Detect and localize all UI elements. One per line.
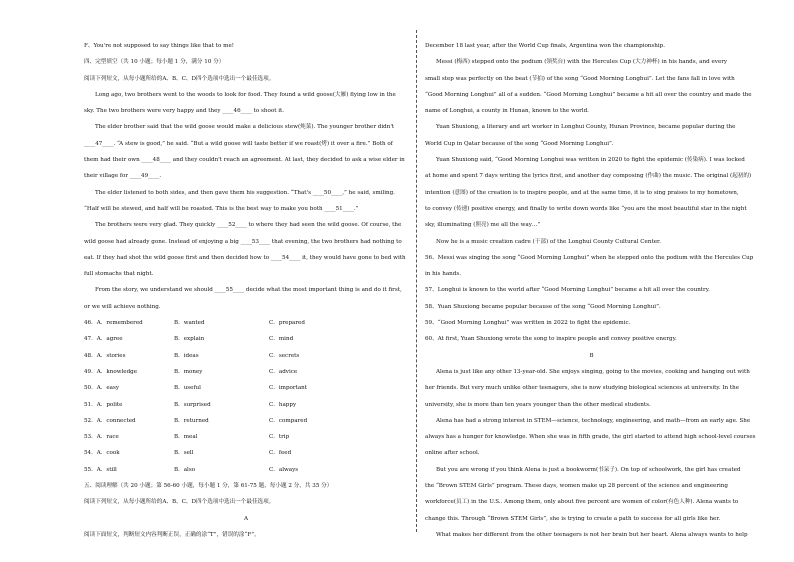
passage-line: workforce(员工) in the U.S.. Among them, only about five percent are women of color(有色人种). Alena wants to <box>425 499 739 506</box>
passage-line: their village for ____49____. <box>84 173 162 180</box>
instruction-line: 阅读下列短文，从每小题所给的A、B、C、D四个选项中选出一个最佳选项。 <box>84 499 275 506</box>
option-row <box>84 364 408 380</box>
question-line: in his hands. <box>425 271 461 278</box>
option-a: 46．A．remembered <box>84 320 143 327</box>
option-c: C．always <box>269 466 299 473</box>
option-a: 53．A．race <box>84 434 119 441</box>
option-a: 48．A．stories <box>84 352 126 359</box>
option-c: C．compared <box>269 417 308 424</box>
option-row <box>84 315 408 331</box>
passage-a-label: A <box>243 515 249 522</box>
option-b: B．explain <box>174 336 205 343</box>
option-row <box>84 445 408 461</box>
option-f-line: F、You're not supposed to say things like that to me! <box>84 43 235 49</box>
option-b: B．also <box>174 466 196 473</box>
question-line: 59、“Good Morning Longhui” was written in 2022 to fight the epidemic. <box>425 320 631 327</box>
instruction-line: 阅读下列短文，从每小题所给的A、B、C、D四个选项中选出一个最佳选项。 <box>84 75 275 82</box>
passage-line: But you are wrong if you think Alena is just a bookworm(书呆子). On top of schoolwork, the girl has created <box>436 466 741 473</box>
option-row <box>84 380 408 396</box>
option-c: C．important <box>269 385 308 392</box>
option-b: B．useful <box>174 385 201 392</box>
column-divider <box>416 30 417 532</box>
passage-line: World Cup in Qatar because of the song “Good Morning Longhui”. <box>425 140 614 147</box>
option-c: C．happy <box>269 401 297 408</box>
question-line: 58、Yuan Shuxiong became popular because of the song “Good Morning Longhui”. <box>425 303 661 310</box>
section-five-heading: 五、阅读理解（共 20 小题；第 56-60 小题，每小题 1 分，第 61-75 题，每小题 2 分，共 35 分） <box>84 483 333 490</box>
option-c: C．mind <box>269 336 294 343</box>
option-a: 47．A．agree <box>84 336 123 343</box>
passage-line: change this. Through “Brown STEM Girls”, she is trying to create a path to success for all girls like her. <box>425 515 721 522</box>
passage-line: sky, illuminating (照亮) me all the way…” <box>425 222 541 229</box>
passage-line: “Half will be stewed, and half will be roasted. This is the best way to make you both ____51____.” <box>84 205 359 212</box>
option-b: B．returned <box>174 417 209 424</box>
passage-line: university, she is more than ten years younger than the other medical students. <box>425 401 651 408</box>
passage-line: Alena has had a strong interest in STEM—science, technology, engineering, and math—from an early age. She <box>436 417 751 424</box>
option-a: 51．A．polite <box>84 401 123 408</box>
passage-b-label: B <box>589 352 594 359</box>
passage-line: name of Longhui, a county in Hunan, known to the world. <box>425 108 589 115</box>
passage-line: small step was perfectly on the beat (节拍) of the song “Good Morning Longhui”. Let the fans fall in love with <box>425 75 735 82</box>
passage-line: sky. The two brothers were very happy and they ____46____ to shoot it. <box>84 108 285 115</box>
option-c: C．advice <box>269 368 298 375</box>
passage-line: full stomachs that night. <box>84 271 154 278</box>
left-column <box>84 38 408 543</box>
passage-line: at home and spent 7 days writing the lyrics first, and another day composing (作曲) the music. The original (起初的) <box>425 173 752 180</box>
section-four-heading: 四、完型填空（共 10 小题；每小题 1 分，满分 10 分） <box>84 59 225 66</box>
passage-line: wild goose had already gone. Instead of enjoying a big ____53____ that evening, the two brothers had nothing to <box>84 238 402 245</box>
passage-line: eat. If they had shot the wild goose first and then decided how to ____54____ it, they would have gone to bed with <box>84 254 406 261</box>
passage-line: Now he is a music creation cadre (干部) of the Longhui County Cultural Center. <box>436 238 661 245</box>
passage-line: her friends. But very much unlike other teenagers, she is now studying biological sciences at university. In the <box>425 385 740 392</box>
option-b: B．surprised <box>174 401 211 408</box>
option-c: C．prepared <box>269 320 305 327</box>
passage-line: the “Brown STEM Girls” program. These days, women make up 28 percent of the science and engineering <box>425 483 728 490</box>
question-line: 57、Longhui is known to the world after “Good Morning Longhui” became a hit all over the country. <box>425 287 710 294</box>
option-b: B．sell <box>174 450 194 457</box>
option-c: C．feed <box>269 450 292 457</box>
passage-line: Alena is just like any other 13-year-old. She enjoys singing, going to the movies, cooking and hanging out with <box>436 368 750 375</box>
option-row <box>84 331 408 347</box>
option-row <box>84 397 408 413</box>
question-line: 56、Messi was singing the song “Good Morning Longhui” when he stepped onto the podium with the Hercules Cup <box>425 254 754 261</box>
option-a: 55．A．still <box>84 466 117 473</box>
passage-line: “Good Morning Longhui” all of a sudden. “Good Morning Longhui” became a hit all over the country and made the <box>425 91 752 98</box>
passage-line: December 18 last year, after the World Cup finals, Argentina won the championship. <box>425 43 666 49</box>
option-a: 50．A．easy <box>84 385 120 392</box>
passage-line: The brothers were very glad. They quickly ____52____ to where they had seen the wild goose. Of course, the <box>95 222 402 229</box>
passage-line: always has a hunger for knowledge. When she was in fifth grade, the girl started to attend high school-level courses <box>425 434 756 441</box>
option-b: B．money <box>174 368 203 375</box>
passage-line: intention (意图) of the creation is to inspire people, and at the same time, it is to sing praises to my hometown, <box>425 189 739 196</box>
option-row <box>84 462 408 478</box>
passage-line: Yuan Shuxiong said, “Good Morning Longhui was written in 2020 to fight the epidemic (传染病). I was locked <box>436 157 745 164</box>
option-b: B．wanted <box>174 320 205 327</box>
passage-line: them had their own ____48____ and they couldn't reach an agreement. At last, they decided to ask a wise elder in <box>84 157 405 164</box>
option-a: 52．A．connected <box>84 417 136 424</box>
option-row <box>84 413 408 429</box>
right-column <box>425 38 758 543</box>
passage-line: The elder brother said that the wild goose would make a delicious stew(炖菜). The younger brother didn't <box>95 124 395 131</box>
option-row <box>84 429 408 445</box>
passage-line: What makes her different from the other teenagers is not her brain but her heart. Alena always wants to help <box>436 531 748 538</box>
passage-line: Messi (梅西) stepped onto the podium (领奖台) with the Hercules Cup (大力神杯) in his hands, and every <box>436 59 728 66</box>
passage-line: or we will achieve nothing. <box>84 303 161 310</box>
option-b: B．meal <box>174 434 198 441</box>
instruction-line: 阅读下面短文，判断短文内容判断正误，正确的涂“T”，错误的涂“F”。 <box>84 531 260 538</box>
option-a: 54．A．cook <box>84 450 120 457</box>
option-c: C．secrets <box>269 352 300 359</box>
passage-line: online after school. <box>425 450 480 457</box>
passage-line: to convey (传递) positive energy, and finally to write down words like “you are the most beautiful star in the night <box>425 205 747 212</box>
passage-line: Long ago, two brothers went to the woods to look for food. They found a wild goose(大雁) flying low in the <box>95 91 396 98</box>
passage-line: From the story, we understand we should ____55____ decide what the most important thing is and do it first, <box>95 287 402 294</box>
passage-line: Yuan Shuxiong, a literary and art worker in Longhui County, Hunan Province, became popular during the <box>436 124 736 131</box>
option-c: C．trip <box>269 434 290 441</box>
passage-line: ____47____. “A stew is good,” he said. “But a wild goose will taste better if we roast(烤) it over a fire.” Both of <box>84 140 393 147</box>
option-a: 49．A．knowledge <box>84 368 138 375</box>
passage-line: The elder listened to both sides, and then gave them his suggestion. “That's ____50____,” he said, smiling. <box>95 189 395 196</box>
option-b: B．ideas <box>174 352 199 359</box>
option-row <box>84 348 408 364</box>
question-line: 60、At first, Yuan Shuxiong wrote the song to inspire people and convey positive energy. <box>425 336 677 343</box>
